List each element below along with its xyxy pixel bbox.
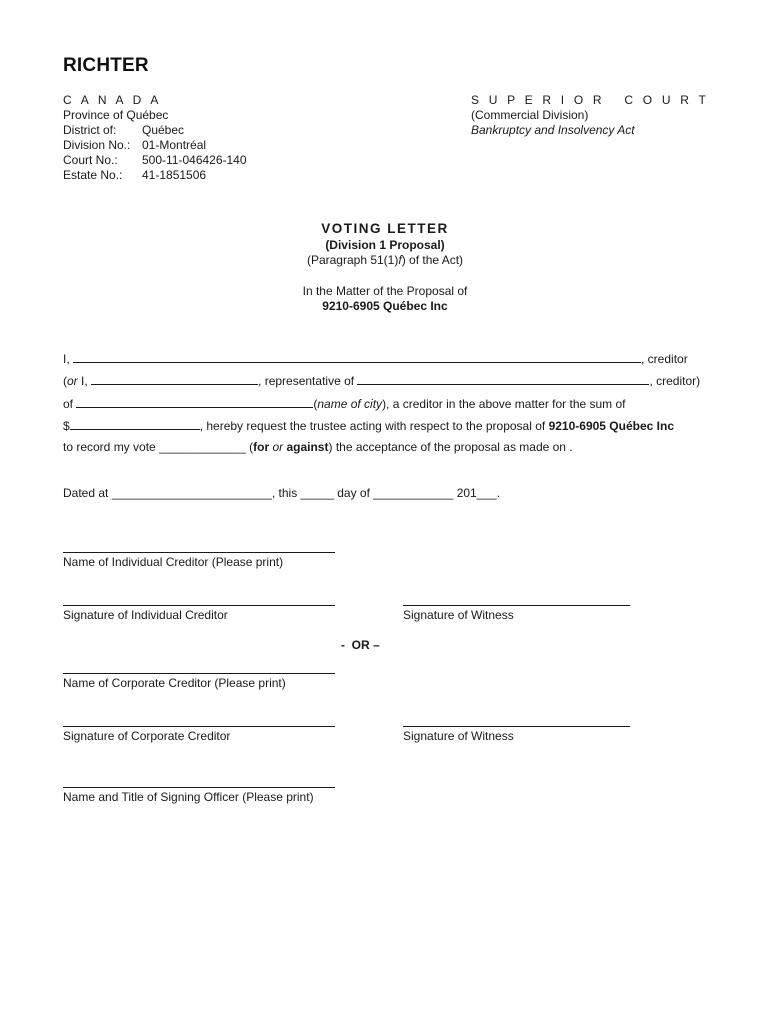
matter-line: In the Matter of the Proposal of xyxy=(302,284,468,298)
vote-against: against xyxy=(286,440,329,454)
district-row xyxy=(63,123,184,138)
line2-open: ( xyxy=(63,374,67,388)
dated-line: Dated at ________________________, this _____ day of ____________ 201___. xyxy=(63,486,501,500)
line3-paren: ( xyxy=(313,397,318,411)
vote-or: or xyxy=(269,440,287,454)
court-label: S U P E R I O R C O U R T xyxy=(471,93,709,107)
division-label: Division No.: xyxy=(63,138,131,152)
individual-signature-label: Signature of Individual Creditor xyxy=(63,608,228,622)
commercial-division-label: (Commercial Division) xyxy=(471,108,589,122)
district-value: Québec xyxy=(142,123,185,137)
document-title: VOTING LETTER xyxy=(321,221,449,236)
line3-italic: name of city xyxy=(317,397,383,411)
act-label: Bankruptcy and Insolvency Act xyxy=(471,123,635,137)
represented-creditor-blank[interactable] xyxy=(357,373,649,385)
estate-no-row xyxy=(63,168,206,183)
witness-1-signature-line[interactable] xyxy=(403,605,630,606)
country-label: C A N A D A xyxy=(63,93,162,107)
witness-2-label: Signature of Witness xyxy=(403,729,514,743)
city-line xyxy=(63,396,703,412)
line3-rest: ), a creditor in the above matter for the sum of xyxy=(382,397,626,411)
line1-start: I, xyxy=(63,352,70,366)
document-subtitle: (Division 1 Proposal) xyxy=(325,238,445,252)
corporate-signature-label: Signature of Corporate Creditor xyxy=(63,729,231,743)
district-label: District of: xyxy=(63,123,117,137)
richter-logo: RICHTER xyxy=(63,55,149,76)
line2-end: , creditor) xyxy=(649,374,701,388)
corporate-signature-line[interactable] xyxy=(63,726,335,727)
individual-name-line[interactable] xyxy=(63,552,335,553)
officer-line[interactable] xyxy=(63,787,335,788)
company-name: 9210-6905 Québec Inc xyxy=(322,299,448,313)
line1-end: , creditor xyxy=(641,352,688,366)
line4-mid: , hereby request the trustee acting with respect to the proposal of xyxy=(199,419,546,433)
corporate-name-label: Name of Corporate Creditor (Please print) xyxy=(63,676,286,690)
individual-signature-line[interactable] xyxy=(63,605,335,606)
line4-start: $ xyxy=(63,419,70,433)
creditor-line xyxy=(63,351,703,367)
court-no-row xyxy=(63,153,247,168)
province-label: Province of Québec xyxy=(63,108,169,122)
line5-start: to record my vote _____________ ( xyxy=(63,440,254,454)
or-separator: - OR – xyxy=(341,638,380,652)
individual-name-label: Name of Individual Creditor (Please print) xyxy=(63,555,284,569)
court-no-value: 500-11-046426-140 xyxy=(142,153,247,167)
line2-i: I, xyxy=(77,374,88,388)
amount-line xyxy=(63,418,703,434)
representative-name-blank[interactable] xyxy=(91,373,258,385)
vote-for: for xyxy=(253,440,270,454)
creditor-name-blank[interactable] xyxy=(73,351,641,363)
witness-2-signature-line[interactable] xyxy=(403,726,630,727)
line2-mid: , representative of xyxy=(258,374,355,388)
division-row xyxy=(63,138,206,153)
paragraph-ref-post: ) of the Act) xyxy=(401,253,464,267)
line4-company: 9210-6905 Québec Inc xyxy=(548,419,674,433)
court-no-label: Court No.: xyxy=(63,153,118,167)
paragraph-reference xyxy=(0,253,770,268)
paragraph-ref-pre: (Paragraph 51(1) xyxy=(306,253,399,267)
corporate-name-line[interactable] xyxy=(63,673,335,674)
paragraph-ref-italic: f xyxy=(398,253,402,267)
officer-label: Name and Title of Signing Officer (Please print) xyxy=(63,790,314,804)
amount-blank[interactable] xyxy=(70,418,200,430)
estate-no-value: 41-1851506 xyxy=(142,168,207,182)
line5-end: ) the acceptance of the proposal as made on . xyxy=(328,440,573,454)
line3-start: of xyxy=(63,397,74,411)
line2-or: or xyxy=(67,374,78,388)
witness-1-label: Signature of Witness xyxy=(403,608,514,622)
city-blank[interactable] xyxy=(76,396,313,408)
division-value: 01-Montréal xyxy=(142,138,207,152)
representative-line xyxy=(63,373,703,389)
estate-no-label: Estate No.: xyxy=(63,168,123,182)
vote-line xyxy=(63,440,703,455)
